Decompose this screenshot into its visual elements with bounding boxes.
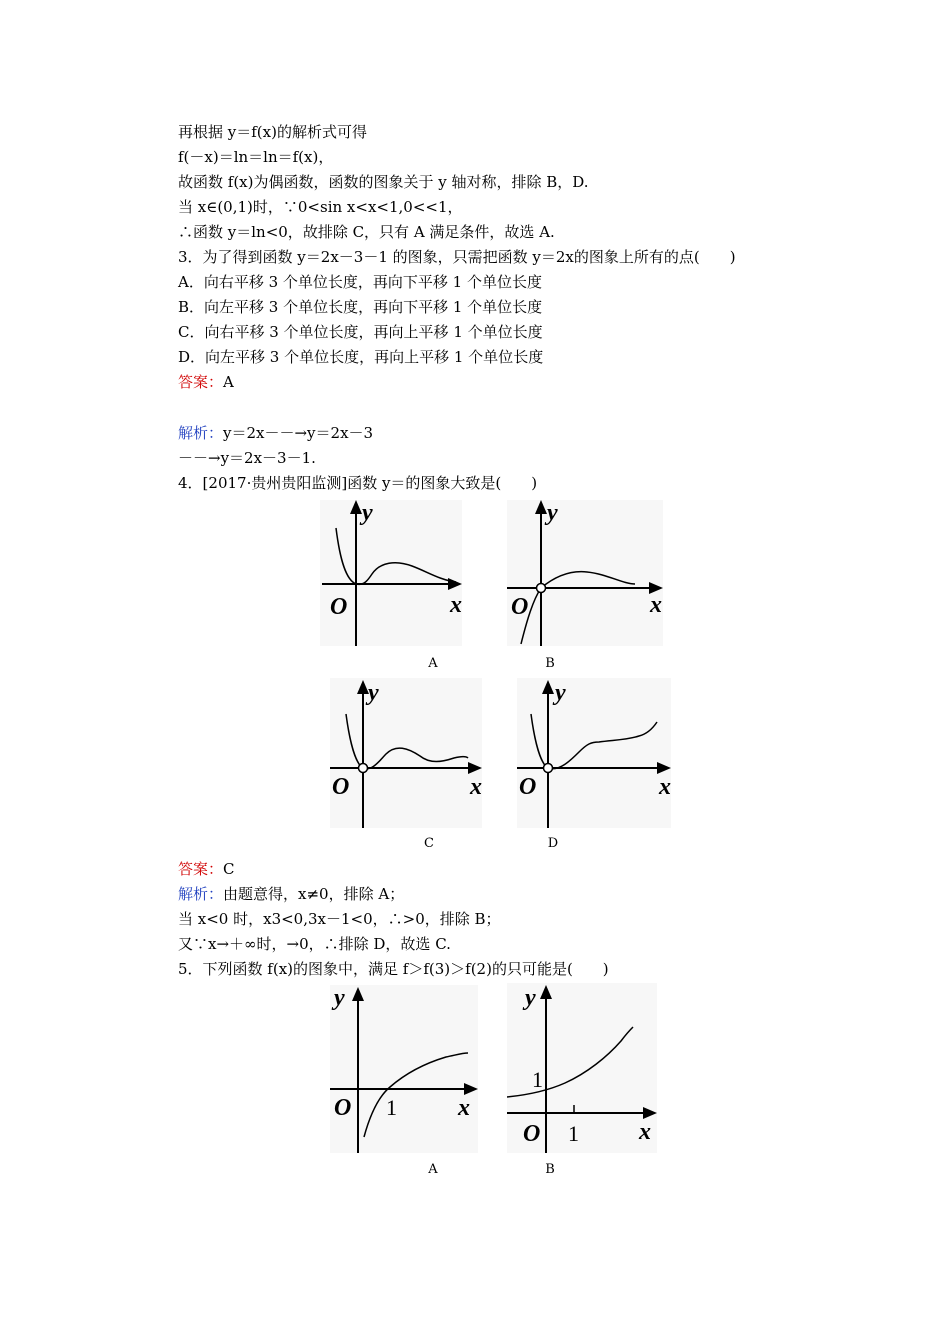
graph-4b <box>507 500 663 646</box>
intercept-label-1: 1 <box>532 1067 543 1092</box>
tick-label-1: 1 <box>386 1095 397 1120</box>
y-axis-label: y <box>547 500 558 526</box>
origin-label: O <box>523 1121 541 1147</box>
tick-label-1: 1 <box>568 1121 579 1146</box>
analysis-3-line2: －－→y＝2x－3－1. <box>178 449 316 467</box>
graph-4a <box>320 500 462 646</box>
answer-value: C <box>223 860 235 878</box>
x-axis-label: x <box>458 1095 470 1121</box>
analysis-label: 解析： <box>178 885 224 903</box>
origin-label: O <box>519 774 537 800</box>
text-line: 再根据 y＝f(x)的解析式可得 <box>178 123 367 141</box>
y-axis-label: y <box>525 985 536 1011</box>
analysis-4-line2: 当 x<0 时，x3<0,3x－1<0，∴>0，排除 B； <box>178 910 501 928</box>
analysis-text: y＝2x－－→y＝2x－3 <box>223 424 374 442</box>
text-line: 故函数 f(x)为偶函数，函数的图象关于 y 轴对称，排除 B，D. <box>178 173 589 191</box>
analysis-4-line3: 又∵x→＋∞时，→0，∴排除 D，故选 C. <box>178 935 451 953</box>
answer-label: 答案： <box>178 373 224 391</box>
answer-label: 答案： <box>178 860 224 878</box>
x-axis-label: x <box>470 774 482 800</box>
origin-label: O <box>330 594 348 620</box>
analysis-3 <box>178 423 373 443</box>
caption-5a: A <box>428 1162 438 1177</box>
question-4: 4．[2017·贵州贵阳监测]函数 y＝的图象大致是( ) <box>178 474 538 492</box>
x-axis-label: x <box>639 1119 651 1145</box>
caption-4c: C <box>424 836 434 851</box>
caption-4a: A <box>428 656 438 671</box>
analysis-text: 由题意得，x≠0，排除 A； <box>223 885 405 903</box>
y-axis-label: y <box>362 500 373 526</box>
question-5: 5．下列函数 f(x)的图象中，满足 f＞f(3)＞f(2)的只可能是( ) <box>178 960 609 978</box>
option-b: B．向左平移 3 个单位长度，再向下平移 1 个单位长度 <box>178 298 543 316</box>
analysis-label: 解析： <box>178 424 224 442</box>
x-axis-label: x <box>659 774 671 800</box>
option-d: D．向左平移 3 个单位长度，再向上平移 1 个单位长度 <box>178 348 544 366</box>
analysis-4 <box>178 884 404 904</box>
text-line: f(－x)＝ln＝ln＝f(x)， <box>178 148 334 166</box>
option-c: C．向右平移 3 个单位长度，再向上平移 1 个单位长度 <box>178 323 543 341</box>
answer-4 <box>178 859 235 879</box>
graph-4d <box>517 678 671 828</box>
origin-label: O <box>332 774 350 800</box>
origin-label: O <box>334 1095 352 1121</box>
caption-5b: B <box>545 1162 555 1177</box>
graph-5a <box>330 985 478 1153</box>
question-3: 3．为了得到函数 y＝2x－3－1 的图象，只需把函数 y＝2x的图象上所有的点( ) <box>178 248 736 266</box>
text-line: 当 x∈(0,1)时，∵0<sin x<x<1,0<<1， <box>178 198 463 216</box>
caption-4d: D <box>547 836 559 851</box>
text-line: ∴函数 y＝ln<0，故排除 C，只有 A 满足条件，故选 A. <box>178 223 555 241</box>
graph-4c <box>330 678 482 828</box>
caption-4b: B <box>545 656 555 671</box>
x-axis-label: x <box>650 592 662 618</box>
y-axis-label: y <box>555 680 566 706</box>
y-axis-label: y <box>334 985 345 1011</box>
answer-value: A <box>223 373 234 391</box>
origin-label: O <box>511 594 529 620</box>
graph-5b <box>507 983 657 1153</box>
x-axis-label: x <box>450 592 462 618</box>
option-a: A．向右平移 3 个单位长度，再向下平移 1 个单位长度 <box>178 273 542 291</box>
answer-3 <box>178 372 234 392</box>
y-axis-label: y <box>368 680 379 706</box>
